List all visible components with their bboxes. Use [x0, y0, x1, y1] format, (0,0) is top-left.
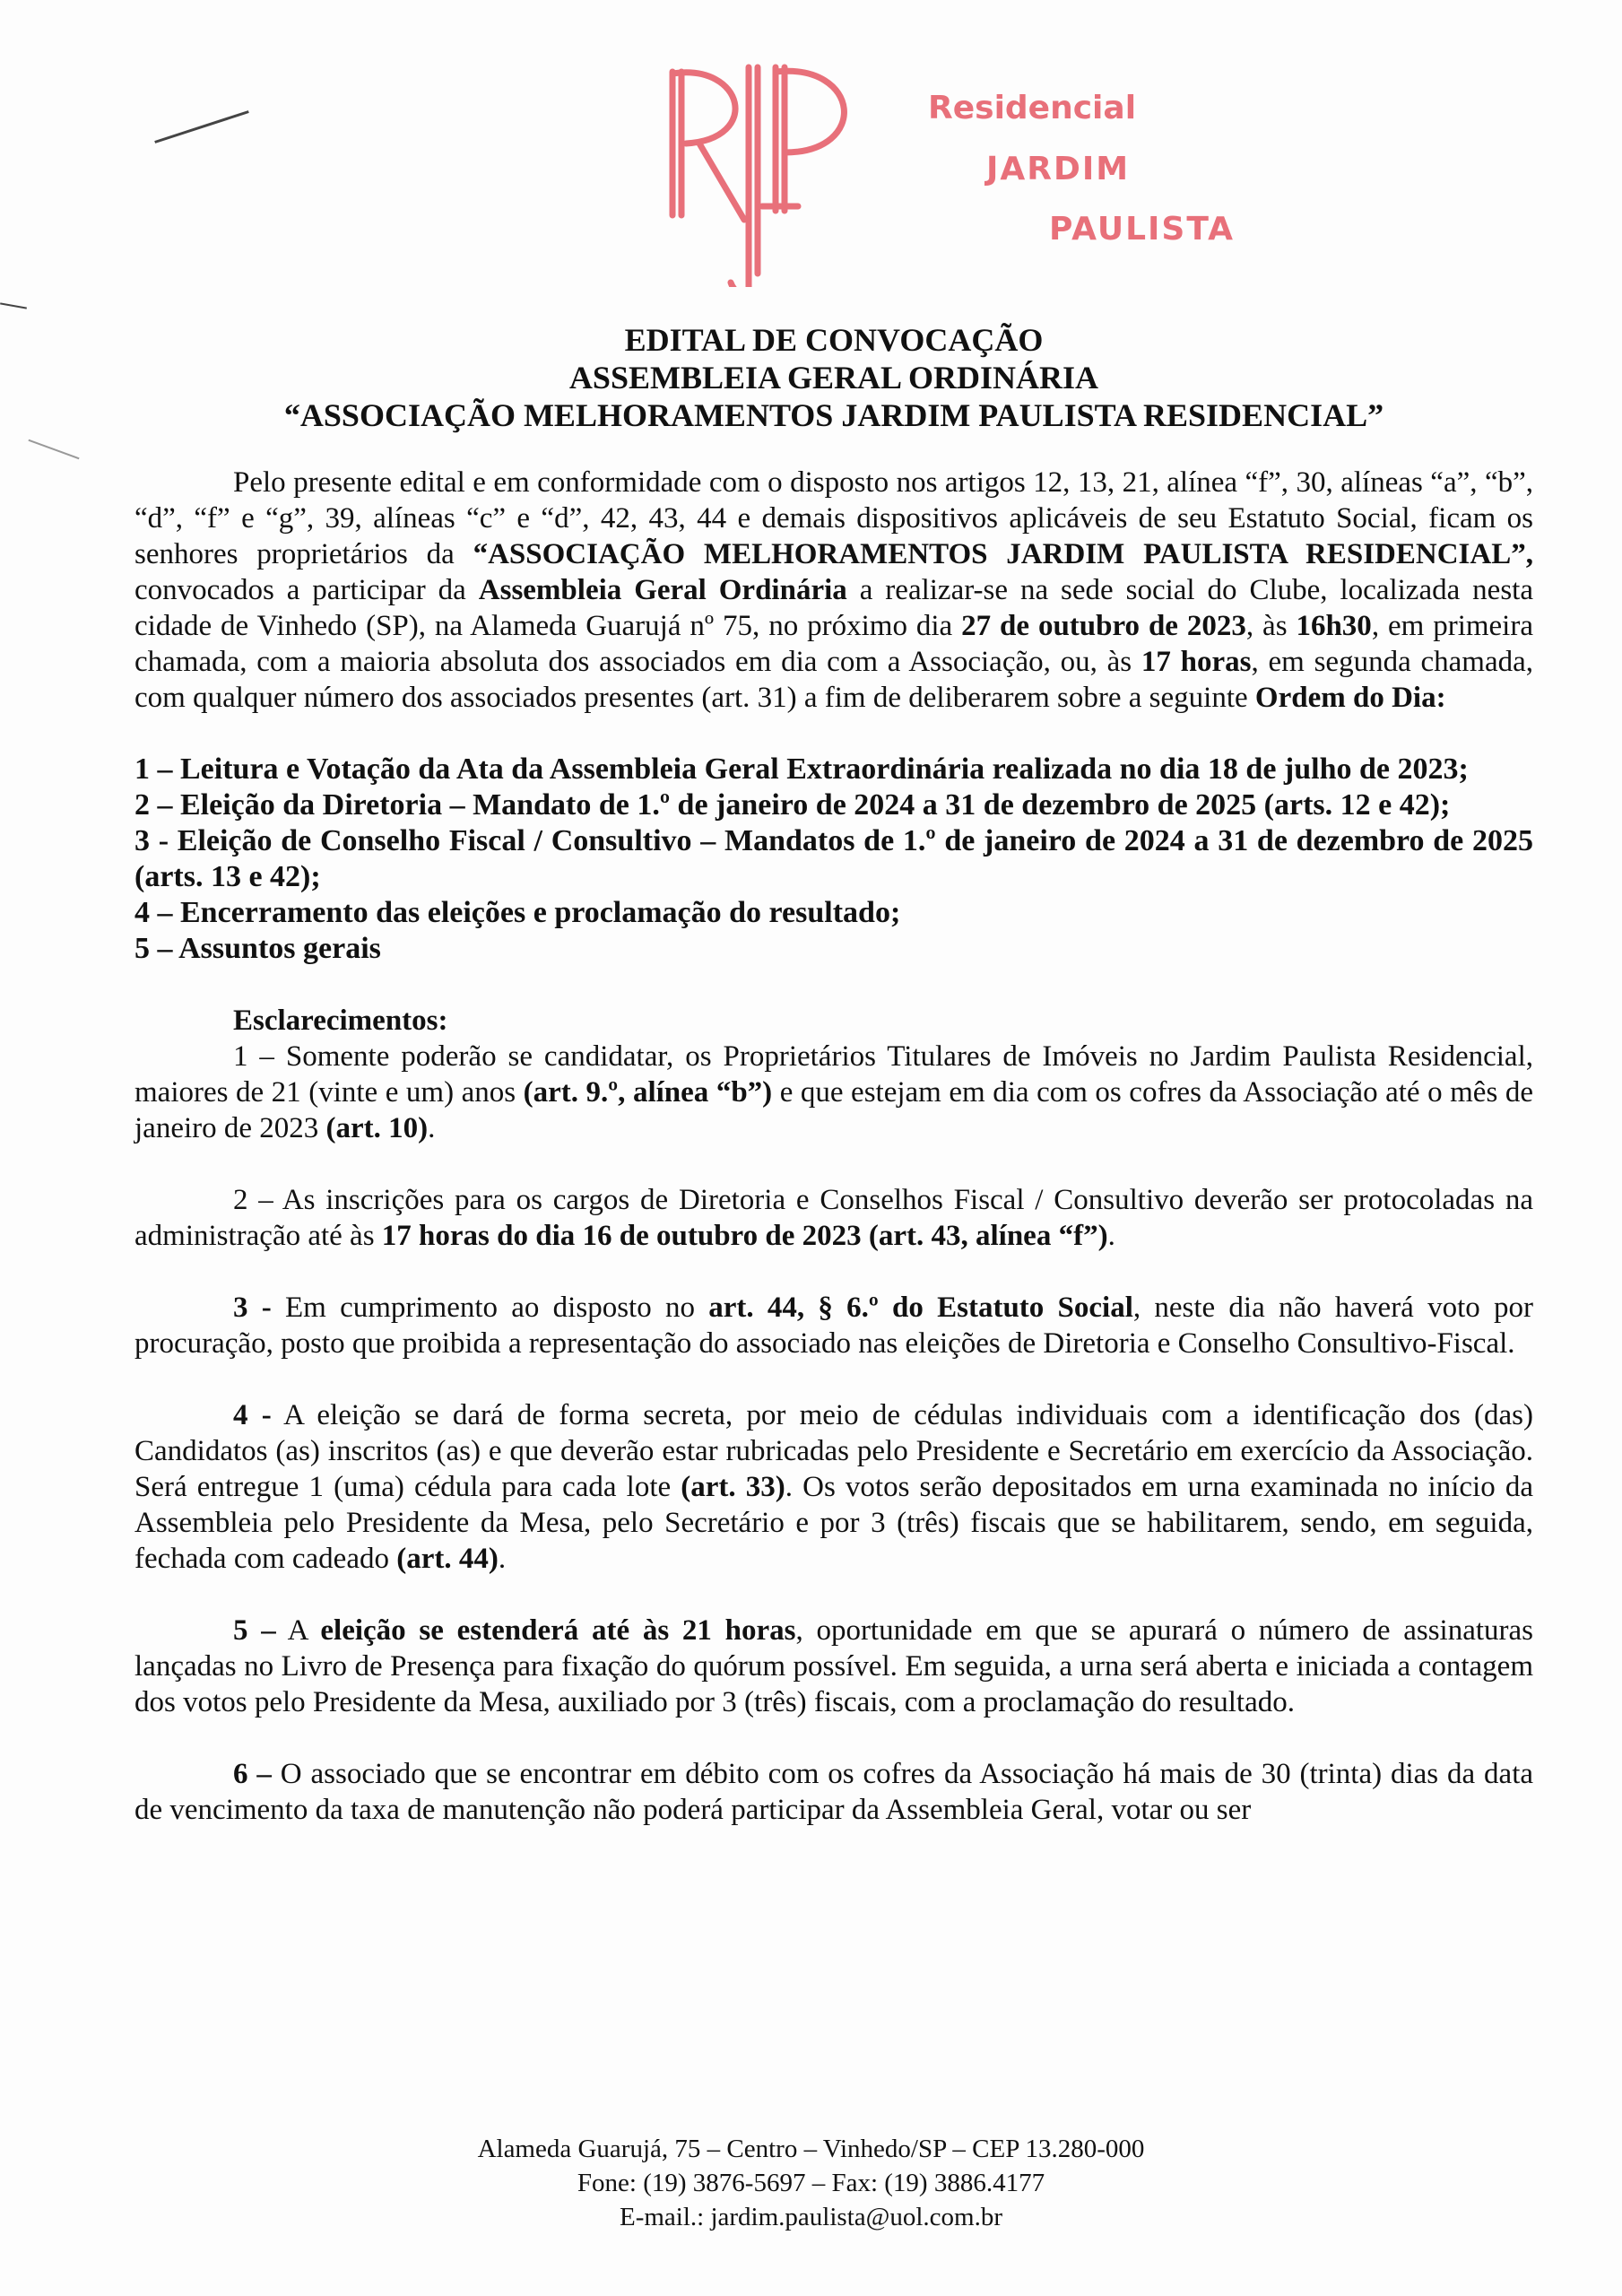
- clarification-number: 5 –: [233, 1614, 276, 1647]
- footer: [0, 2132, 1622, 2234]
- clarification-number: 4 -: [233, 1399, 272, 1431]
- intro-text: , às: [1245, 610, 1297, 642]
- agenda-item: 1 – Leitura e Votação da Ata da Assembleia Geral Extraordinária realizada no dia 18 de julho de 2023;: [134, 752, 1469, 786]
- document-title: [134, 321, 1533, 434]
- intro-text: convocados a participar da: [134, 574, 479, 606]
- agenda-item: 3 - Eleição de Conselho Fiscal / Consultivo – Mandatos de 1.º de janeiro de 2024 a 31 de dezembro de 2025 (arts. 13 e 42);: [134, 824, 1533, 893]
- intro-bold: 27 de outubro de 2023: [961, 610, 1246, 642]
- brand-residencial: Residencial: [928, 90, 1137, 126]
- clarification-number: 2: [233, 1184, 248, 1216]
- clarification-text: Em cumprimento ao disposto no: [271, 1292, 709, 1324]
- clarification-bold: art. 44, § 6.º do Estatuto Social: [708, 1292, 1133, 1324]
- rjp-logo: [664, 54, 879, 287]
- clarification-text: – As inscrições para os cargos de Diretoria e Conselhos Fiscal / Consultivo deverão ser protocoladas na administração até às: [134, 1184, 1533, 1252]
- scan-mark: [154, 110, 249, 144]
- clarification-text: .: [428, 1112, 436, 1144]
- clarification-text: , neste dia não haverá voto por procuração, posto que proibida a representação do associado nas eleições de Diretoria e Conselho Consultivo-Fiscal.: [134, 1292, 1533, 1360]
- clarification-bold: (art. 33): [681, 1471, 785, 1503]
- clarification-6: [134, 1756, 1533, 1828]
- agenda-item: 5 – Assuntos gerais: [134, 932, 381, 965]
- clarification-bold: eleição se estenderá até às 21 horas: [320, 1614, 796, 1647]
- clarification-3: [134, 1290, 1533, 1361]
- document-body: [134, 465, 1533, 1828]
- clarification-bold: (art. 9.º, alínea “b”): [523, 1076, 773, 1109]
- agenda-item: 4 – Encerramento das eleições e proclamação do resultado;: [134, 896, 901, 929]
- clarification-text: A eleição se dará de forma secreta, por meio de cédulas individuais com a identificação dos (das) Candidatos (as) inscritos (as) e que deverão estar rubricadas pelo Presidente e Secretário em exercício da Associação. Será entregue 1 (uma) cédula para cada lote: [134, 1399, 1533, 1503]
- title-line-2: ASSEMBLEIA GERAL ORDINÁRIA: [568, 360, 1099, 396]
- clarification-bold: (art. 44): [396, 1543, 499, 1575]
- intro-bold: “ASSOCIAÇÃO MELHORAMENTOS JARDIM PAULISTA RESIDENCIAL”,: [473, 538, 1533, 570]
- clarification-text: , oportunidade em que se apurará o número de assinaturas lançadas no Livro de Presença para fixação do quórum possível. Em seguida, a urna será aberta e iniciada a contagem dos votos pelo Presidente da Mesa, auxiliado por 3 (três) fiscais, com a proclamação do resultado.: [134, 1614, 1533, 1718]
- title-line-1: EDITAL DE CONVOCAÇÃO: [624, 322, 1044, 358]
- footer-email: E-mail.: jardim.paulista@uol.com.br: [620, 2203, 1002, 2231]
- intro-paragraph: [134, 465, 1533, 716]
- clarification-text: . Os votos serão depositados em urna examinada no início da Assembleia pelo Presidente da Mesa, pelo Secretário e por 3 (três) fiscais que se habilitarem, sendo, em seguida, fechada com cadeado: [134, 1471, 1533, 1575]
- brand-jardim: JARDIM: [986, 151, 1131, 187]
- intro-bold: 16h30: [1296, 610, 1372, 642]
- intro-text: , em primeira chamada, com a maioria absoluta dos associados em dia com a Associação, ou, às: [134, 610, 1533, 678]
- intro-bold: 17 horas: [1141, 646, 1252, 678]
- intro-bold: Ordem do Dia:: [1254, 682, 1446, 714]
- clarification-2: [134, 1182, 1533, 1254]
- clarification-bold: 17 horas do dia 16 de outubro de 2023 (art. 43, alínea “f”): [381, 1220, 1108, 1252]
- clarification-text: A: [275, 1614, 321, 1647]
- clarification-text: – Somente poderão se candidatar, os Proprietários Titulares de Imóveis no Jardim Paulista Residencial, maiores de 21 (vinte e um) anos: [134, 1040, 1533, 1109]
- clarification-text: .: [1107, 1220, 1115, 1252]
- clarification-text: O associado que se encontrar em débito com os cofres da Associação há mais de 30 (trinta) dias da data de vencimento da taxa de manutenção não poderá participar da Assembleia Geral, votar ou ser: [134, 1758, 1534, 1826]
- clarification-4: [134, 1397, 1533, 1577]
- intro-text: , em segunda chamada, com qualquer número dos associados presentes (art. 31) a fim de deliberarem sobre a seguinte: [134, 646, 1533, 714]
- intro-text: a realizar-se na sede social do Clube, localizada nesta cidade de Vinhedo (SP), na Alameda Guarujá nº 75, no próximo dia: [134, 574, 1533, 642]
- footer-phone: Fone: (19) 3876-5697 – Fax: (19) 3886.4177: [577, 2169, 1045, 2197]
- clarification-1: [134, 1039, 1533, 1146]
- clarification-text: .: [498, 1543, 507, 1575]
- clarification-number: 1: [233, 1040, 248, 1073]
- scan-mark: [28, 439, 79, 459]
- clarification-5: [134, 1613, 1533, 1720]
- scan-mark: [0, 302, 27, 309]
- agenda-item: 2 – Eleição da Diretoria – Mandato de 1.º de janeiro de 2024 a 31 de dezembro de 2025 (arts. 12 e 42);: [134, 788, 1451, 822]
- intro-text: Pelo presente edital e em conformidade com o disposto nos artigos 12, 13, 21, alínea “f”, 30, alíneas “a”, “b”, “d”, “f” e “g”, 39, alíneas “c” e “d”, 42, 43, 44 e demais dispositivos aplicáveis de seu Estatuto Social, ficam os senhores proprietários da: [134, 466, 1533, 570]
- clarification-number: 6 –: [233, 1758, 272, 1790]
- clarification-bold: (art. 10): [325, 1112, 429, 1144]
- clarification-text: e que estejam em dia com os cofres da Associação até o mês de janeiro de 2023: [134, 1076, 1533, 1144]
- clarification-number: 3 -: [233, 1292, 272, 1324]
- title-line-3: “ASSOCIAÇÃO MELHORAMENTOS JARDIM PAULISTA RESIDENCIAL”: [283, 397, 1384, 433]
- agenda-list: [134, 752, 1533, 967]
- intro-bold: Assembleia Geral Ordinária: [478, 574, 847, 606]
- footer-address: Alameda Guarujá, 75 – Centro – Vinhedo/SP – CEP 13.280-000: [477, 2135, 1145, 2163]
- clarifications-heading: Esclarecimentos:: [233, 1004, 448, 1037]
- brand-paulista: PAULISTA: [1049, 211, 1235, 248]
